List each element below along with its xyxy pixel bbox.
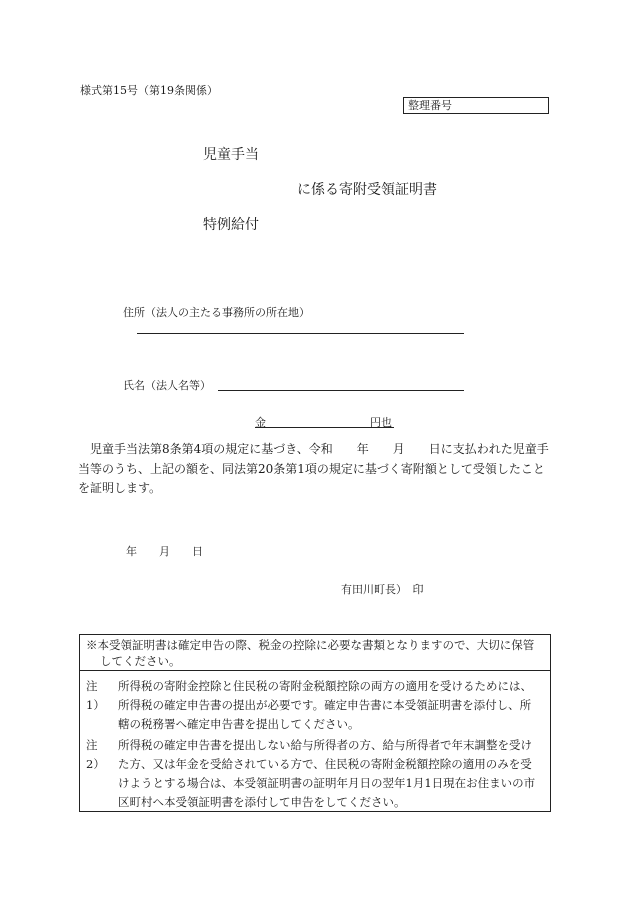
note-1-line: 轄の税務署へ確定申告書を提出してください。 — [118, 717, 360, 731]
address-line[interactable] — [137, 333, 464, 334]
title-upper: 児童手当 — [203, 147, 259, 163]
title-lower: 特例給付 — [203, 217, 259, 233]
reference-number-box[interactable] — [403, 97, 549, 114]
issuer-seal: 有田川町長） 印 — [341, 583, 424, 596]
notes-header — [80, 635, 550, 671]
form-number: 様式第15号（第19条関係） — [80, 84, 218, 97]
certification-text: 児童手当法第8条第4項の規定に基づき、令和 年 月 日に支払われた児童手当等のうち、上記の額を、同法第20条第1項の規定に基づく寄附額として受領したことを証明します。 — [78, 442, 549, 495]
reference-number-label: 整理番号 — [408, 99, 452, 112]
name-label: 氏名（法人名等） — [123, 379, 211, 392]
note-1-label: 注1） — [86, 679, 105, 712]
note-2-line: 区町村へ本受領証明書を添付して申告をしてください。 — [118, 795, 406, 809]
notes-header-line1: ※本受領証明書は確定申告の際、税金の控除に必要な書類となりますので、大切に保管 — [86, 638, 535, 652]
notes-box — [79, 634, 551, 812]
amount-line[interactable] — [255, 427, 394, 428]
note-2-label: 注2） — [86, 738, 105, 771]
note-2-line: けようとする場合は、本受領証明書の証明年月日の翌年1月1日現在お住まいの市 — [118, 776, 536, 790]
note-2-line: た方、又は年金を受給されている方で、住民税の寄附金税額控除の適用のみを受 — [118, 757, 532, 771]
date-line: 年 月 日 — [126, 545, 203, 558]
notes-header-line2: してください。 — [100, 654, 181, 668]
title-main: に係る寄附受領証明書 — [297, 182, 437, 198]
address-label: 住所（法人の主たる事務所の所在地） — [123, 306, 310, 319]
name-line[interactable] — [218, 390, 464, 391]
amount-prefix: 金 — [255, 416, 266, 429]
amount-suffix: 円也 — [370, 416, 392, 429]
note-1-line: 所得税の寄附金控除と住民税の寄附金税額控除の両方の適用を受けるためには、 — [118, 679, 532, 693]
note-2-line: 所得税の確定申告書を提出しない給与所得者の方、給与所得者で年末調整を受け — [118, 738, 532, 752]
note-1-line: 所得税の確定申告書の提出が必要です。確定申告書に本受領証明書を添付し、所 — [118, 698, 532, 712]
